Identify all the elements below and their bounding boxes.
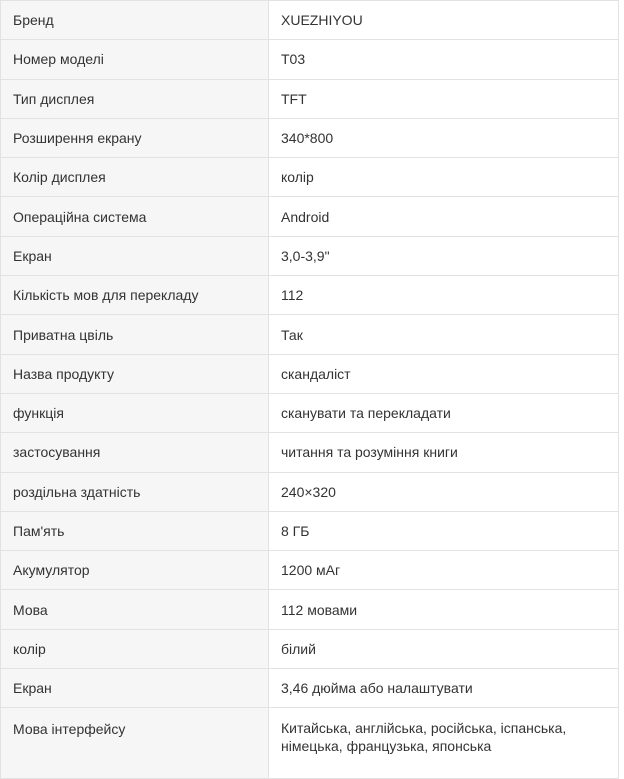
spec-key-screen: Екран [1,236,269,275]
table-row [1,393,619,432]
spec-key-operating-system: Операційна система [1,197,269,236]
spec-value-language: 112 мовами [269,590,619,629]
spec-value-operating-system: Android [269,197,619,236]
table-row [1,197,619,236]
spec-key-interface-language: Мова інтерфейсу [1,708,269,779]
spec-key-translation-languages: Кількість мов для перекладу [1,276,269,315]
spec-value-color: білий [269,629,619,668]
spec-key-display-color: Колір дисплея [1,158,269,197]
spec-key-display-type: Тип дисплея [1,79,269,118]
spec-key-private-mold: Приватна цвіль [1,315,269,354]
spec-key-resolution: роздільна здатність [1,472,269,511]
spec-value-product-name: скандаліст [269,354,619,393]
spec-value-display-color: колір [269,158,619,197]
table-row [1,79,619,118]
spec-value-brand: XUEZHIYOU [269,1,619,40]
spec-value-private-mold: Так [269,315,619,354]
spec-value-screen: 3,0-3,9" [269,236,619,275]
table-row [1,118,619,157]
spec-key-model-number: Номер моделі [1,40,269,79]
spec-key-brand: Бренд [1,1,269,40]
spec-value-resolution: 240×320 [269,472,619,511]
spec-key-language: Мова [1,590,269,629]
spec-key-product-name: Назва продукту [1,354,269,393]
spec-key-application: застосування [1,433,269,472]
table-row [1,511,619,550]
spec-value-memory: 8 ГБ [269,511,619,550]
spec-value-translation-languages: 112 [269,276,619,315]
spec-key-screen-resolution: Розширення екрану [1,118,269,157]
spec-value-interface-language: Китайська, англійська, російська, іспанська, німецька, французька, японська [269,708,619,779]
spec-value-screen-size: 3,46 дюйма або налаштувати [269,669,619,708]
table-row [1,433,619,472]
spec-key-color: колір [1,629,269,668]
table-row [1,590,619,629]
spec-key-function: функція [1,393,269,432]
table-row [1,551,619,590]
table-row [1,40,619,79]
table-row [1,315,619,354]
table-row [1,354,619,393]
table-row [1,158,619,197]
spec-key-screen-size: Екран [1,669,269,708]
table-row [1,629,619,668]
table-row [1,276,619,315]
spec-value-function: сканувати та перекладати [269,393,619,432]
spec-value-battery: 1200 мАг [269,551,619,590]
table-row [1,472,619,511]
spec-value-display-type: TFT [269,79,619,118]
table-row [1,1,619,40]
spec-value-model-number: T03 [269,40,619,79]
spec-value-application: читання та розуміння книги [269,433,619,472]
table-row [1,236,619,275]
table-row [1,669,619,708]
spec-key-memory: Пам'ять [1,511,269,550]
spec-value-screen-resolution: 340*800 [269,118,619,157]
spec-key-battery: Акумулятор [1,551,269,590]
table-row [1,708,619,779]
